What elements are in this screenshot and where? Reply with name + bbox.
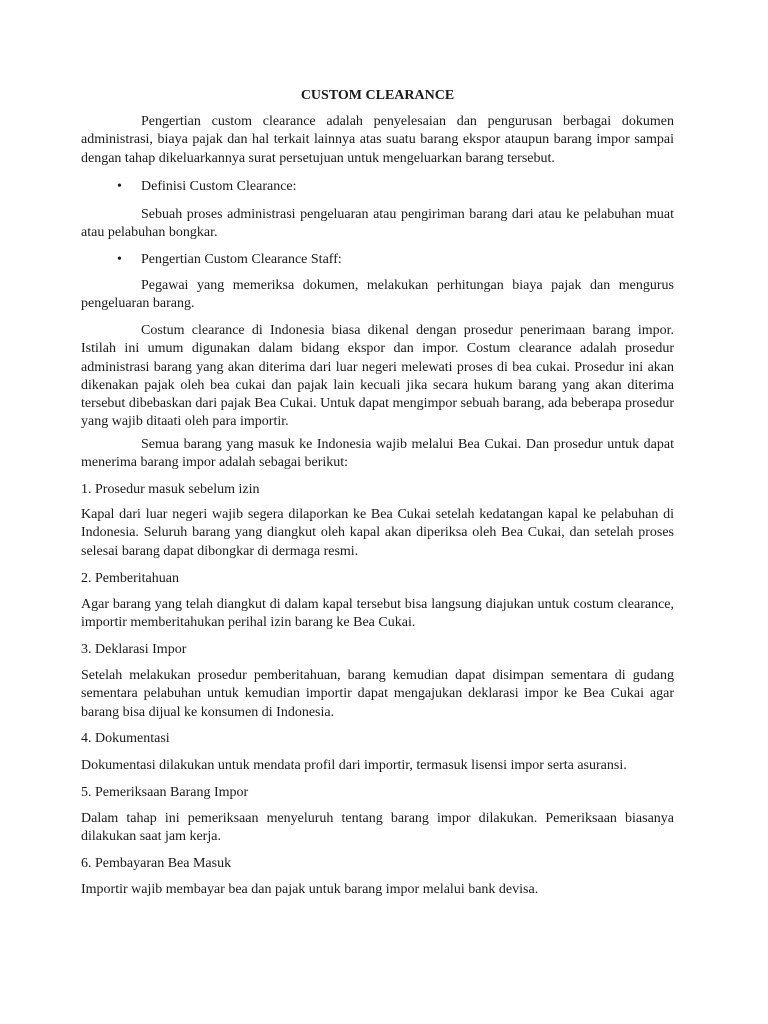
intro-paragraph: Pengertian custom clearance adalah penyelesaian dan pengurusan berbagai dokumen administrasi, biaya pajak dan hal terkait lainnya atas suatu barang ekspor ataupun barang impor sampai dengan tahap dikeluarkannya surat persetujuan untuk mengeluarkan barang tersebut.	[81, 114, 674, 166]
step-1-text: Kapal dari luar negeri wajib segera dilaporkan ke Bea Cukai setelah kedatangan kapal ke pelabuhan di Indonesia. Seluruh barang yang diangkut oleh kapal akan diperiksa oleh Bea Cukai, dan setelah proses selesai barang dapat dibongkar di dermaga resmi.	[81, 507, 674, 559]
step-3-text: Setelah melakukan prosedur pemberitahuan, barang kemudian dapat disimpan sementara di gudang sementara pelabuhan untuk kemudian importir dapat mengajukan deklarasi impor ke Bea Cukai agar barang bisa dijual ke konsumen di Indonesia.	[81, 668, 674, 720]
staff-paragraph: Pegawai yang memeriksa dokumen, melakukan perhitungan biaya pajak dan mengurus pengeluaran barang.	[81, 278, 674, 312]
step-6-text: Importir wajib membayar bea dan pajak untuk barang impor melalui bank devisa.	[81, 882, 539, 897]
bullet-icon: •	[117, 179, 122, 194]
bullet-definisi-label: Definisi Custom Clearance:	[141, 179, 297, 194]
step-1-heading: 1. Prosedur masuk sebelum izin	[81, 482, 260, 497]
step-2-heading: 2. Pemberitahuan	[81, 571, 179, 586]
step-5-text: Dalam tahap ini pemeriksaan menyeluruh tentang barang impor dilakukan. Pemeriksaan biasanya dilakukan saat jam kerja.	[81, 811, 674, 845]
indonesia-paragraph: Costum clearance di Indonesia biasa dikenal dengan prosedur penerimaan barang impor. Istilah ini umum digunakan dalam bidang ekspor dan impor. Costum clearance adalah prosedur administrasi barang yang akan diterima dari luar negeri melewati proses di bea cukai. Prosedur ini akan dikenakan pajak oleh bea cukai dan pajak lain kecuali jika secara hukum barang yang akan diterima tersebut dibebaskan dari pajak Bea Cukai. Untuk dapat mengimpor sebuah barang, ada beberapa prosedur yang wajib ditaati oleh para importir.	[81, 323, 674, 430]
step-4-heading: 4. Dokumentasi	[81, 731, 170, 746]
step-6-heading: 6. Pembayaran Bea Masuk	[81, 856, 232, 871]
document-title: CUSTOM CLEARANCE	[300, 88, 455, 103]
step-5-heading: 5. Pemeriksaan Barang Impor	[81, 785, 249, 800]
step-4-text: Dokumentasi dilakukan untuk mendata profil dari importir, termasuk lisensi impor serta asuransi.	[81, 758, 627, 773]
definisi-paragraph: Sebuah proses administrasi pengeluaran atau pengiriman barang dari atau ke pelabuhan muat atau pelabuhan bongkar.	[81, 207, 674, 241]
step-3-heading: 3. Deklarasi Impor	[81, 642, 187, 657]
bullet-staff-label: Pengertian Custom Clearance Staff:	[141, 252, 342, 267]
bullet-icon: •	[117, 252, 122, 267]
semua-barang-paragraph: Semua barang yang masuk ke Indonesia wajib melalui Bea Cukai. Dan prosedur untuk dapat menerima barang impor adalah sebagai berikut:	[81, 437, 674, 471]
step-2-text: Agar barang yang telah diangkut di dalam kapal tersebut bisa langsung diajukan untuk costum clearance, importir memberitahukan perihal izin barang ke Bea Cukai.	[81, 597, 674, 631]
